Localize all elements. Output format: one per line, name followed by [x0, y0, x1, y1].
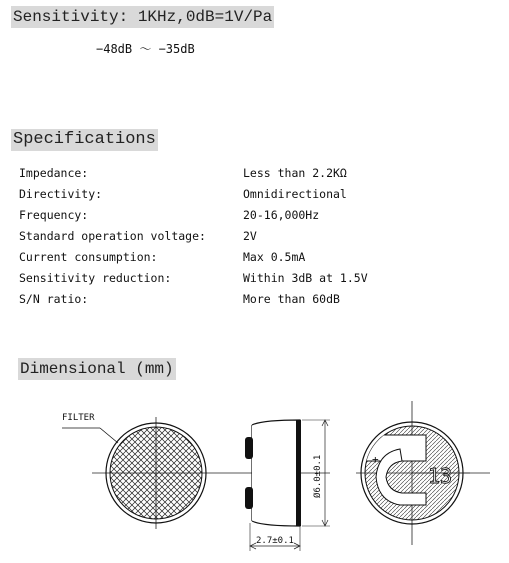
code-label: 13 — [428, 464, 453, 488]
spec-value: Omnidirectional — [243, 187, 347, 201]
spec-row-frequency — [19, 206, 489, 227]
body-outline — [252, 420, 300, 526]
back-view — [356, 401, 490, 545]
spec-row-voltage — [19, 227, 489, 248]
solder-pad-top — [245, 437, 253, 459]
spec-value: Less than 2.2KΩ — [243, 166, 347, 180]
spec-label: Sensitivity reduction: — [19, 271, 172, 285]
sensitivity-range: −48dB ～ −35dB — [96, 42, 195, 56]
front-view — [62, 413, 226, 529]
spec-value: 2V — [243, 229, 257, 243]
spec-row-directivity — [19, 185, 489, 206]
plus-label: + — [372, 453, 379, 466]
dimensional-drawing — [0, 373, 509, 563]
front-plate — [296, 420, 301, 526]
spec-row-sn-ratio — [19, 290, 489, 311]
diameter-label: Ø6.0±0.1 — [313, 454, 323, 498]
sensitivity-heading: Sensitivity: 1KHz,0dB=1V/Pa — [13, 8, 273, 26]
spec-label: Directivity: — [19, 187, 103, 201]
spec-row-current — [19, 248, 489, 269]
spec-value: Within 3dB at 1.5V — [243, 271, 368, 285]
spec-label: S/N ratio: — [19, 292, 89, 306]
spec-label: Standard operation voltage: — [19, 229, 206, 243]
spec-row-sensitivity-reduction — [19, 269, 489, 290]
height-label: 2.7±0.1 — [256, 536, 294, 546]
filter-leader — [100, 428, 118, 443]
spec-value: More than 60dB — [243, 292, 340, 306]
solder-pad-bottom — [245, 487, 253, 509]
spec-value: 20-16,000Hz — [243, 208, 320, 222]
spec-label: Frequency: — [19, 208, 89, 222]
spec-label: Impedance: — [19, 166, 89, 180]
spec-label: Current consumption: — [19, 250, 158, 264]
specifications-heading: Specifications — [13, 130, 156, 149]
spec-value: Max 0.5mA — [243, 250, 306, 264]
specifications-table — [19, 164, 489, 311]
side-view — [226, 420, 330, 551]
filter-mesh — [110, 427, 202, 519]
spec-row-impedance — [19, 164, 489, 185]
filter-label: FILTER — [62, 413, 95, 423]
dimensional-heading: Dimensional (mm) — [20, 360, 174, 378]
